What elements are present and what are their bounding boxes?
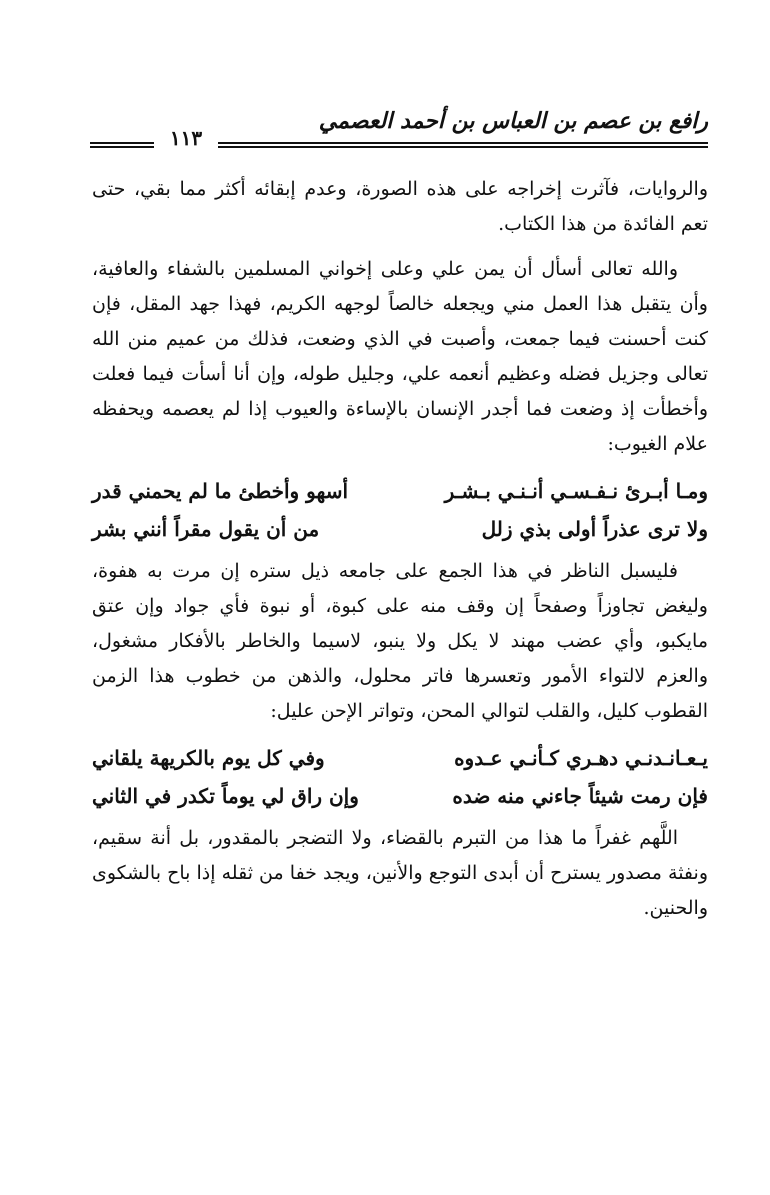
header-rule-long (218, 142, 708, 148)
verse-hemistich-second: أسهو وأخطئ ما لم يحمني قدر (92, 479, 349, 503)
verse-line (92, 739, 708, 777)
verse-hemistich-first: يـعـانـدنـي دهـري كـأنـي عـدوه (454, 746, 708, 770)
verse-line (92, 472, 708, 510)
paragraph-3: فليسبل الناظر في هذا الجمع على جامعه ذيل ستره إن مرت به هفوة، وليغض تجاوزاً وصفحاً إن وقف منه على كبوة، أو نبوة فأي جواد وإن عتق مايكبو، وأي عضب مهند لا يكل ولا ينبو، لاسيما والخاطر بالأفكار مشغول، والعزم لالتواء الأمور وتعسرها فاتر محلول، والذهن من خطوب هذا الزمن القطوب كليل، والقلب لتوالي المحن، وتواتر الإحن عليل: (92, 560, 708, 722)
paragraph-1: والروايات، فآثرت إخراجه على هذه الصورة، وعدم إبقائه أكثر مما بقي، حتى تعم الفائدة من هذا الكتاب. (92, 178, 708, 235)
verse-hemistich-second: وفي كل يوم بالكريهة يلقاني (92, 746, 325, 770)
header-title: رافع بن عصم بن العباس بن أحمد العصمي (318, 108, 708, 134)
verse-line (92, 777, 708, 815)
paragraph-4: اللَّهم غفراً ما هذا من التبرم بالقضاء، ولا التضجر بالمقدور، بل أنة سقيم، ونفثة مصدور يسترح أن أبدى التوجع والأنين، ويجد خفا من ثقله إذا باح بالشكوى والحنين. (92, 827, 708, 919)
page-number: ١١٣ (169, 126, 203, 150)
verse-block-1 (92, 472, 708, 548)
verse-line (92, 510, 708, 548)
running-header (90, 108, 708, 156)
verse-hemistich-second: من أن يقول مقراً أنني بشر (92, 517, 320, 541)
verse-block-2 (92, 739, 708, 815)
verse-hemistich-second: وإن راق لي يوماً تكدر في الثاني (92, 784, 359, 808)
paragraph-2: والله تعالى أسأل أن يمن علي وعلى إخواني المسلمين بالشفاء والعافية، وأن يتقبل هذا العمل مني ويجعله خالصاً لوجهه الكريم، فهذا جهد المقل، فإن كنت أحسنت فيما جمعت، وأصبت في الذي وضعت، فذلك من عميم منن الله تعالى وجزيل فضله وعظيم أنعمه علي، وجليل طوله، وإن أنا أسأت فيما فعلت وأخطأت إذ وضعت فما أجدر الإنسان بالإساءة والعيوب إذا لم يعصمه ويحفظه علام الغيوب: (92, 258, 708, 455)
page-body (92, 172, 708, 936)
verse-hemistich-first: ولا ترى عذراً أولى بذي زلل (481, 517, 708, 541)
header-rule-short (90, 142, 154, 148)
verse-hemistich-first: فإن رمت شيئاً جاءني منه ضده (452, 784, 708, 808)
verse-hemistich-first: ومـا أبـرئ نـفـسـي أنـنـي بـشـر (444, 479, 708, 503)
